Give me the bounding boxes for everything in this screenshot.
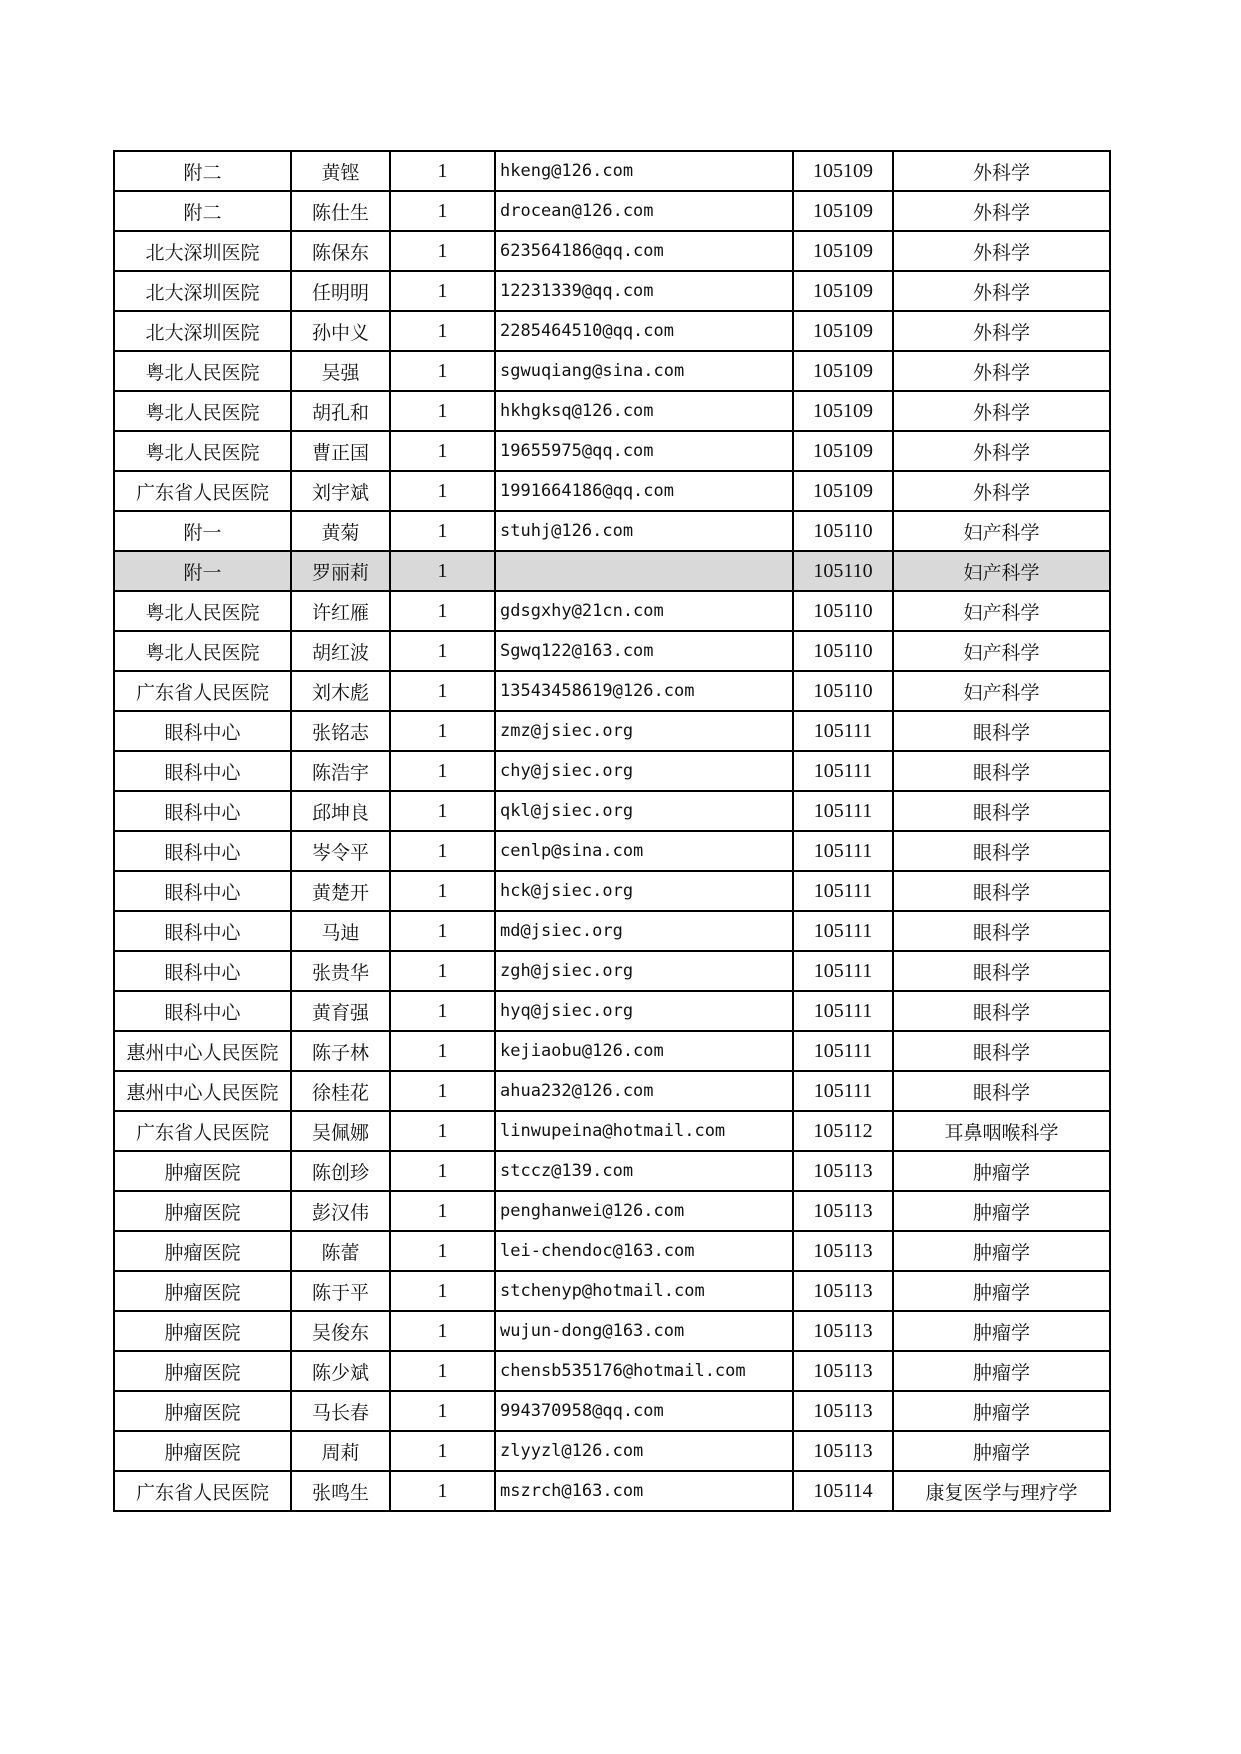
email-cell: cenlp@sina.com (495, 831, 793, 871)
code-cell: 105113 (793, 1271, 893, 1311)
subject-cell: 外科学 (893, 191, 1110, 231)
code-cell: 105111 (793, 991, 893, 1031)
count-cell: 1 (390, 191, 495, 231)
name-cell: 张鸣生 (291, 1471, 390, 1511)
email-cell: linwupeina@hotmail.com (495, 1111, 793, 1151)
table-row (114, 1311, 1110, 1351)
name-cell: 徐桂花 (291, 1071, 390, 1111)
email-cell: kejiaobu@126.com (495, 1031, 793, 1071)
count-cell: 1 (390, 991, 495, 1031)
count-cell: 1 (390, 631, 495, 671)
code-cell: 105109 (793, 471, 893, 511)
hospital-cell: 眼科中心 (114, 871, 291, 911)
hospital-cell: 眼科中心 (114, 951, 291, 991)
code-cell: 105110 (793, 511, 893, 551)
code-cell: 105109 (793, 311, 893, 351)
hospital-cell: 广东省人民医院 (114, 1111, 291, 1151)
hospital-cell: 肿瘤医院 (114, 1311, 291, 1351)
subject-cell: 外科学 (893, 271, 1110, 311)
hospital-cell: 粤北人民医院 (114, 351, 291, 391)
email-cell: 623564186@qq.com (495, 231, 793, 271)
name-cell: 陈子林 (291, 1031, 390, 1071)
code-cell: 105111 (793, 871, 893, 911)
hospital-cell: 眼科中心 (114, 911, 291, 951)
count-cell: 1 (390, 751, 495, 791)
hospital-cell: 北大深圳医院 (114, 271, 291, 311)
email-cell: stccz@139.com (495, 1151, 793, 1191)
email-cell: hkhgksq@126.com (495, 391, 793, 431)
count-cell: 1 (390, 711, 495, 751)
table-row (114, 631, 1110, 671)
code-cell: 105109 (793, 391, 893, 431)
table-row (114, 471, 1110, 511)
table-row (114, 151, 1110, 191)
code-cell: 105110 (793, 551, 893, 591)
count-cell: 1 (390, 351, 495, 391)
table-row (114, 1271, 1110, 1311)
email-cell: ahua232@126.com (495, 1071, 793, 1111)
hospital-cell: 北大深圳医院 (114, 311, 291, 351)
name-cell: 胡红波 (291, 631, 390, 671)
name-cell: 罗丽莉 (291, 551, 390, 591)
name-cell: 彭汉伟 (291, 1191, 390, 1231)
code-cell: 105113 (793, 1191, 893, 1231)
name-cell: 黄楚开 (291, 871, 390, 911)
count-cell: 1 (390, 1311, 495, 1351)
count-cell: 1 (390, 911, 495, 951)
table-row (114, 1231, 1110, 1271)
subject-cell: 眼科学 (893, 791, 1110, 831)
email-cell: hck@jsiec.org (495, 871, 793, 911)
table-row (114, 831, 1110, 871)
code-cell: 105113 (793, 1391, 893, 1431)
table-row (114, 1071, 1110, 1111)
name-cell: 孙中义 (291, 311, 390, 351)
subject-cell: 外科学 (893, 231, 1110, 271)
table-row (114, 551, 1110, 591)
table-row (114, 791, 1110, 831)
name-cell: 黄菊 (291, 511, 390, 551)
name-cell: 陈浩宇 (291, 751, 390, 791)
subject-cell: 肿瘤学 (893, 1151, 1110, 1191)
subject-cell: 妇产科学 (893, 631, 1110, 671)
name-cell: 陈创珍 (291, 1151, 390, 1191)
count-cell: 1 (390, 791, 495, 831)
table-row (114, 191, 1110, 231)
code-cell: 105109 (793, 231, 893, 271)
hospital-cell: 眼科中心 (114, 831, 291, 871)
code-cell: 105111 (793, 1031, 893, 1071)
subject-cell: 眼科学 (893, 871, 1110, 911)
code-cell: 105111 (793, 831, 893, 871)
table-row (114, 991, 1110, 1031)
name-cell: 刘宇斌 (291, 471, 390, 511)
code-cell: 105111 (793, 711, 893, 751)
subject-cell: 妇产科学 (893, 671, 1110, 711)
count-cell: 1 (390, 871, 495, 911)
subject-cell: 外科学 (893, 311, 1110, 351)
name-cell: 马迪 (291, 911, 390, 951)
table-row (114, 1111, 1110, 1151)
subject-cell: 眼科学 (893, 751, 1110, 791)
count-cell: 1 (390, 551, 495, 591)
count-cell: 1 (390, 591, 495, 631)
email-cell: stchenyp@hotmail.com (495, 1271, 793, 1311)
hospital-cell: 北大深圳医院 (114, 231, 291, 271)
subject-cell: 肿瘤学 (893, 1271, 1110, 1311)
subject-cell: 肿瘤学 (893, 1231, 1110, 1271)
table-row (114, 351, 1110, 391)
name-cell: 黄铿 (291, 151, 390, 191)
count-cell: 1 (390, 151, 495, 191)
hospital-cell: 眼科中心 (114, 751, 291, 791)
code-cell: 105110 (793, 631, 893, 671)
table-row (114, 431, 1110, 471)
email-cell: 1991664186@qq.com (495, 471, 793, 511)
name-cell: 岑令平 (291, 831, 390, 871)
hospital-cell: 惠州中心人民医院 (114, 1031, 291, 1071)
name-cell: 马长春 (291, 1391, 390, 1431)
name-cell: 许红雁 (291, 591, 390, 631)
name-cell: 刘木彪 (291, 671, 390, 711)
subject-cell: 外科学 (893, 151, 1110, 191)
subject-cell: 眼科学 (893, 1071, 1110, 1111)
email-cell: stuhj@126.com (495, 511, 793, 551)
email-cell: lei-chendoc@163.com (495, 1231, 793, 1271)
email-cell: zmz@jsiec.org (495, 711, 793, 751)
hospital-cell: 粤北人民医院 (114, 631, 291, 671)
email-cell: drocean@126.com (495, 191, 793, 231)
hospital-cell: 粤北人民医院 (114, 591, 291, 631)
name-cell: 胡孔和 (291, 391, 390, 431)
table-row (114, 511, 1110, 551)
code-cell: 105111 (793, 751, 893, 791)
count-cell: 1 (390, 951, 495, 991)
table-row (114, 951, 1110, 991)
count-cell: 1 (390, 391, 495, 431)
hospital-cell: 广东省人民医院 (114, 1471, 291, 1511)
hospital-cell: 肿瘤医院 (114, 1231, 291, 1271)
hospital-cell: 肿瘤医院 (114, 1431, 291, 1471)
count-cell: 1 (390, 671, 495, 711)
hospital-cell: 肿瘤医院 (114, 1191, 291, 1231)
code-cell: 105111 (793, 791, 893, 831)
table-row (114, 1151, 1110, 1191)
hospital-cell: 粤北人民医院 (114, 391, 291, 431)
subject-cell: 肿瘤学 (893, 1391, 1110, 1431)
name-cell: 邱坤良 (291, 791, 390, 831)
hospital-cell: 眼科中心 (114, 711, 291, 751)
email-cell (495, 551, 793, 591)
table-row (114, 1351, 1110, 1391)
name-cell: 张贵华 (291, 951, 390, 991)
code-cell: 105113 (793, 1351, 893, 1391)
subject-cell: 耳鼻咽喉科学 (893, 1111, 1110, 1151)
code-cell: 105109 (793, 351, 893, 391)
subject-cell: 肿瘤学 (893, 1191, 1110, 1231)
hospital-cell: 肿瘤医院 (114, 1391, 291, 1431)
code-cell: 105109 (793, 191, 893, 231)
subject-cell: 妇产科学 (893, 511, 1110, 551)
email-cell: chy@jsiec.org (495, 751, 793, 791)
subject-cell: 肿瘤学 (893, 1311, 1110, 1351)
subject-cell: 外科学 (893, 431, 1110, 471)
count-cell: 1 (390, 431, 495, 471)
email-cell: zgh@jsiec.org (495, 951, 793, 991)
count-cell: 1 (390, 471, 495, 511)
subject-cell: 康复医学与理疗学 (893, 1471, 1110, 1511)
code-cell: 105110 (793, 671, 893, 711)
email-cell: hyq@jsiec.org (495, 991, 793, 1031)
tutor-table (113, 150, 1111, 1512)
table-row (114, 391, 1110, 431)
subject-cell: 眼科学 (893, 951, 1110, 991)
hospital-cell: 肿瘤医院 (114, 1151, 291, 1191)
name-cell: 吴强 (291, 351, 390, 391)
email-cell: penghanwei@126.com (495, 1191, 793, 1231)
code-cell: 105112 (793, 1111, 893, 1151)
hospital-cell: 肿瘤医院 (114, 1271, 291, 1311)
table-row (114, 1471, 1110, 1511)
code-cell: 105113 (793, 1151, 893, 1191)
code-cell: 105109 (793, 271, 893, 311)
email-cell: sgwuqiang@sina.com (495, 351, 793, 391)
subject-cell: 肿瘤学 (893, 1431, 1110, 1471)
name-cell: 曹正国 (291, 431, 390, 471)
hospital-cell: 惠州中心人民医院 (114, 1071, 291, 1111)
count-cell: 1 (390, 1431, 495, 1471)
code-cell: 105114 (793, 1471, 893, 1511)
name-cell: 陈蕾 (291, 1231, 390, 1271)
table-row (114, 871, 1110, 911)
count-cell: 1 (390, 1111, 495, 1151)
email-cell: mszrch@163.com (495, 1471, 793, 1511)
name-cell: 张铭志 (291, 711, 390, 751)
name-cell: 陈仕生 (291, 191, 390, 231)
count-cell: 1 (390, 1191, 495, 1231)
email-cell: md@jsiec.org (495, 911, 793, 951)
count-cell: 1 (390, 1071, 495, 1111)
code-cell: 105109 (793, 431, 893, 471)
name-cell: 陈保东 (291, 231, 390, 271)
name-cell: 黄育强 (291, 991, 390, 1031)
table-row (114, 591, 1110, 631)
table-row (114, 911, 1110, 951)
email-cell: zlyyzl@126.com (495, 1431, 793, 1471)
subject-cell: 眼科学 (893, 1031, 1110, 1071)
code-cell: 105113 (793, 1431, 893, 1471)
subject-cell: 眼科学 (893, 991, 1110, 1031)
count-cell: 1 (390, 511, 495, 551)
table-row (114, 711, 1110, 751)
subject-cell: 眼科学 (893, 831, 1110, 871)
email-cell: Sgwq122@163.com (495, 631, 793, 671)
email-cell: 994370958@qq.com (495, 1391, 793, 1431)
email-cell: qkl@jsiec.org (495, 791, 793, 831)
table-row (114, 311, 1110, 351)
table-row (114, 1031, 1110, 1071)
table-row (114, 1391, 1110, 1431)
code-cell: 105111 (793, 1071, 893, 1111)
count-cell: 1 (390, 1271, 495, 1311)
email-cell: gdsgxhy@21cn.com (495, 591, 793, 631)
hospital-cell: 附一 (114, 551, 291, 591)
count-cell: 1 (390, 311, 495, 351)
name-cell: 吴俊东 (291, 1311, 390, 1351)
name-cell: 陈少斌 (291, 1351, 390, 1391)
count-cell: 1 (390, 271, 495, 311)
email-cell: wujun-dong@163.com (495, 1311, 793, 1351)
email-cell: 19655975@qq.com (495, 431, 793, 471)
email-cell: hkeng@126.com (495, 151, 793, 191)
name-cell: 陈于平 (291, 1271, 390, 1311)
subject-cell: 外科学 (893, 471, 1110, 511)
hospital-cell: 眼科中心 (114, 991, 291, 1031)
table-row (114, 231, 1110, 271)
name-cell: 周莉 (291, 1431, 390, 1471)
code-cell: 105113 (793, 1231, 893, 1271)
hospital-cell: 附二 (114, 151, 291, 191)
email-cell: 13543458619@126.com (495, 671, 793, 711)
subject-cell: 外科学 (893, 351, 1110, 391)
count-cell: 1 (390, 1471, 495, 1511)
subject-cell: 妇产科学 (893, 551, 1110, 591)
table-row (114, 671, 1110, 711)
subject-cell: 外科学 (893, 391, 1110, 431)
code-cell: 105110 (793, 591, 893, 631)
code-cell: 105111 (793, 911, 893, 951)
hospital-cell: 附一 (114, 511, 291, 551)
name-cell: 任明明 (291, 271, 390, 311)
count-cell: 1 (390, 1151, 495, 1191)
table-row (114, 1191, 1110, 1231)
count-cell: 1 (390, 1031, 495, 1071)
hospital-cell: 眼科中心 (114, 791, 291, 831)
hospital-cell: 肿瘤医院 (114, 1351, 291, 1391)
table-row (114, 271, 1110, 311)
name-cell: 吴佩娜 (291, 1111, 390, 1151)
hospital-cell: 附二 (114, 191, 291, 231)
code-cell: 105109 (793, 151, 893, 191)
email-cell: 12231339@qq.com (495, 271, 793, 311)
subject-cell: 肿瘤学 (893, 1351, 1110, 1391)
table-row (114, 1431, 1110, 1471)
count-cell: 1 (390, 231, 495, 271)
hospital-cell: 粤北人民医院 (114, 431, 291, 471)
subject-cell: 眼科学 (893, 711, 1110, 751)
count-cell: 1 (390, 1231, 495, 1271)
count-cell: 1 (390, 1391, 495, 1431)
code-cell: 105113 (793, 1311, 893, 1351)
code-cell: 105111 (793, 951, 893, 991)
subject-cell: 眼科学 (893, 911, 1110, 951)
hospital-cell: 广东省人民医院 (114, 671, 291, 711)
count-cell: 1 (390, 831, 495, 871)
subject-cell: 妇产科学 (893, 591, 1110, 631)
email-cell: chensb535176@hotmail.com (495, 1351, 793, 1391)
count-cell: 1 (390, 1351, 495, 1391)
email-cell: 2285464510@qq.com (495, 311, 793, 351)
table-row (114, 751, 1110, 791)
hospital-cell: 广东省人民医院 (114, 471, 291, 511)
